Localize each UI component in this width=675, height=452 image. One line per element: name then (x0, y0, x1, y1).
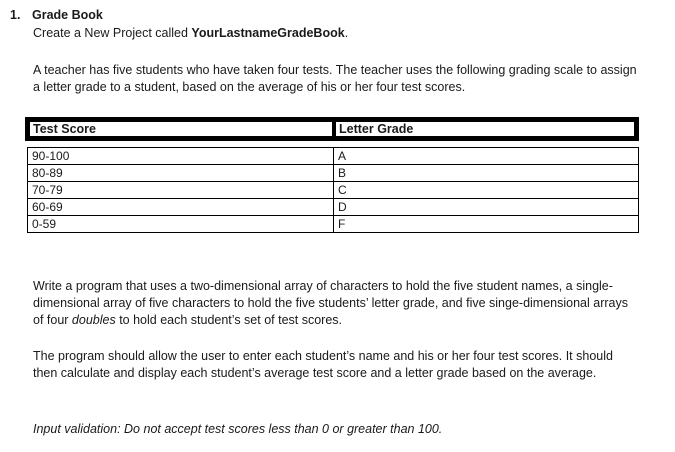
section-heading (10, 8, 103, 22)
score-range-cell: 70-79 (28, 182, 334, 199)
header-letter-grade: Letter Grade (334, 120, 636, 138)
create-prefix: Create a New Project called (33, 26, 192, 40)
letter-grade-cell: F (334, 216, 639, 233)
score-range-cell: 90-100 (28, 148, 334, 165)
program-requirements-paragraph (33, 278, 638, 329)
table-row (28, 216, 639, 233)
table-row (28, 148, 639, 165)
score-range-cell: 60-69 (28, 199, 334, 216)
score-range-cell: 80-89 (28, 165, 334, 182)
table-row (28, 199, 639, 216)
letter-grade-cell: C (334, 182, 639, 199)
grade-table-body (27, 147, 639, 233)
header-row (28, 120, 636, 138)
section-number: 1. (10, 8, 21, 22)
score-range-cell: 0-59 (28, 216, 334, 233)
letter-grade-cell: A (334, 148, 639, 165)
table-row (28, 182, 639, 199)
letter-grade-cell: D (334, 199, 639, 216)
program-behavior-paragraph: The program should allow the user to enter each student’s name and his or her four test scores. It should then calculate and display each student’s average test score and a letter grade based on the average. (33, 349, 613, 380)
header-test-score: Test Score (28, 120, 334, 138)
section-title: Grade Book (32, 8, 103, 22)
letter-grade-cell: B (334, 165, 639, 182)
project-name: YourLastnameGradeBook (191, 26, 345, 40)
input-validation-note: Input validation: Do not accept test scores less than 0 or greater than 100. (33, 422, 443, 436)
create-suffix: . (344, 26, 349, 40)
requirements-text-part1: Write a program that uses a two-dimensional array of characters to hold the five student names, a single-dimensional array of five characters to hold the five students’ letter grade, and five singe-dimensional arrays of four (33, 279, 628, 327)
grade-table-header (25, 117, 639, 141)
table-row (28, 165, 639, 182)
intro-paragraph: A teacher has five students who have taken four tests. The teacher uses the following grading scale to assign a letter grade to a student, based on the average of his or her four test scores. (33, 63, 637, 94)
create-project-instruction (33, 25, 638, 42)
requirements-emphasis: doubles (71, 313, 116, 327)
requirements-text-part2: to hold each student’s set of test scores. (115, 313, 343, 327)
